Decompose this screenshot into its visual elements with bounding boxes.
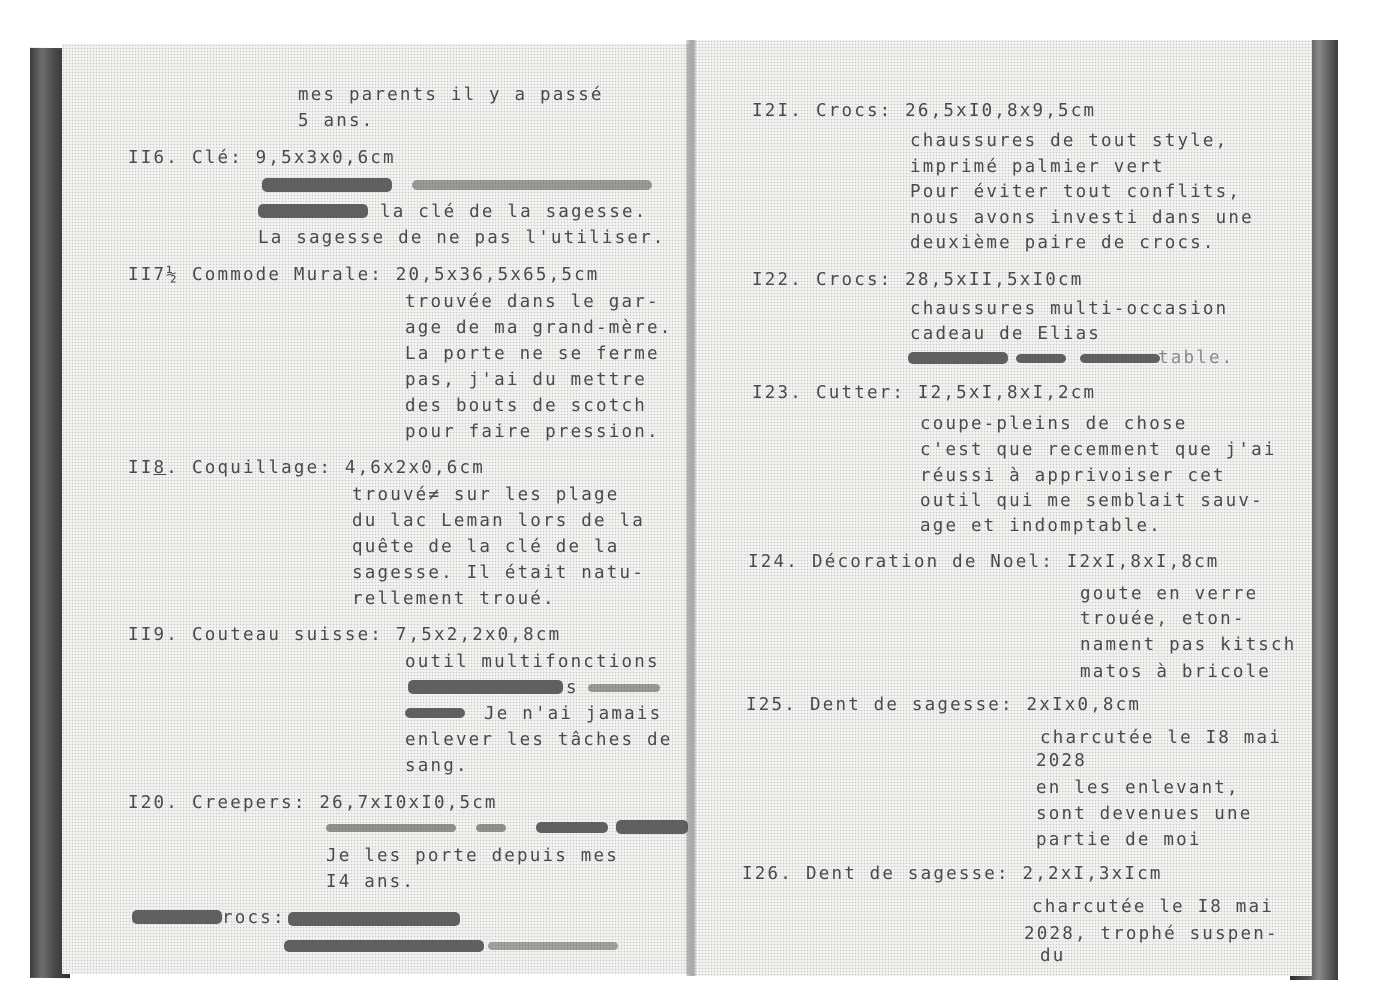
item-desc-line: enlever les tâches de	[405, 730, 673, 750]
item-number: I24.	[748, 552, 799, 572]
item-number: I20.	[128, 793, 179, 813]
item-title: Crocs: 28,5xII,5xI0cm	[816, 270, 1084, 290]
item-number: I2I.	[752, 101, 803, 121]
item-desc-line: deuxième paire de crocs.	[910, 233, 1216, 253]
item-number: II6.	[128, 148, 179, 168]
item-title: Cutter: I2,5xI,8xI,2cm	[816, 383, 1097, 403]
item-number: I22.	[752, 270, 803, 290]
item-number: II7½	[128, 265, 179, 285]
item-desc-line: trouvée dans le gar-	[405, 292, 660, 312]
item-desc-line: matos à bricole	[1080, 662, 1272, 682]
redaction-mark	[1016, 354, 1066, 363]
redaction-mark	[326, 824, 456, 832]
item-number: I26.	[742, 864, 793, 884]
item-desc-line: La sagesse de ne pas l'utiliser.	[258, 228, 666, 248]
item-desc-line: partie de moi	[1036, 830, 1202, 850]
intro-line: 5 ans.	[298, 111, 375, 131]
item-title: Décoration de Noel: I2xI,8xI,8cm	[812, 552, 1220, 572]
redaction-mark	[262, 178, 392, 192]
item-fragment: rocs:	[222, 908, 286, 928]
redaction-mark	[908, 352, 1008, 364]
item-desc-line: 2028, trophé suspen-	[1024, 924, 1279, 944]
item-desc-line: chaussures de tout style,	[910, 131, 1229, 151]
item-title: Commode Murale: 20,5x36,5x65,5cm	[192, 265, 600, 285]
redaction-mark	[405, 708, 465, 718]
item-desc-line: en les enlevant,	[1036, 778, 1240, 798]
item-desc-line: table.	[1158, 348, 1235, 368]
item-desc-line: imprimé palmier vert	[910, 157, 1165, 177]
redaction-mark	[616, 820, 688, 834]
item-desc-line: sang.	[405, 756, 469, 776]
item-desc-line: quête de la clé de la	[352, 537, 620, 557]
redaction-mark	[258, 204, 368, 218]
redaction-mark	[132, 910, 222, 924]
item-title: Couteau suisse: 7,5x2,2x0,8cm	[192, 625, 562, 645]
item-desc-line: réussi à apprivoiser cet	[920, 466, 1226, 486]
item-desc-line: Je n'ai jamais	[484, 704, 663, 724]
item-desc-line: c'est que recemment que j'ai	[920, 440, 1277, 460]
item-desc-line: La porte ne se ferme	[405, 344, 660, 364]
item-title: Coquillage: 4,6x2x0,6cm	[192, 458, 485, 478]
redaction-mark	[536, 822, 608, 833]
item-desc-line: charcutée le I8 mai	[1032, 897, 1274, 917]
item-desc-line: du	[1040, 946, 1066, 966]
item-desc-line: outil qui me semblait sauv-	[920, 491, 1264, 511]
item-desc-line: goute en verre	[1080, 584, 1259, 604]
item-title: Dent de sagesse: 2,2xI,3xIcm	[806, 864, 1163, 884]
redaction-mark	[288, 912, 460, 926]
item-desc-line: sont devenues une	[1036, 804, 1253, 824]
item-title: Creepers: 26,7xI0xI0,5cm	[192, 793, 498, 813]
item-desc-line: la clé de la sagesse.	[380, 202, 648, 222]
item-desc-line: age et indomptable.	[920, 516, 1162, 536]
item-desc-line: Je les porte depuis mes	[326, 846, 619, 866]
item-number: II8.	[128, 458, 179, 478]
item-desc-line: charcutée le I8 mai	[1040, 728, 1282, 748]
item-desc-line: sagesse. Il était natu-	[352, 563, 645, 583]
redaction-mark	[588, 684, 660, 692]
item-number: II9.	[128, 625, 179, 645]
redaction-mark	[408, 680, 563, 694]
redaction-mark	[488, 942, 618, 950]
book-gutter	[686, 40, 696, 976]
item-desc-line: rellement troué.	[352, 589, 556, 609]
item-desc-line: cadeau de Elias	[910, 324, 1102, 344]
item-desc-line: outil multifonctions	[405, 652, 660, 672]
item-desc-line: age de ma grand-mère.	[405, 318, 673, 338]
item-desc-line: pour faire pression.	[405, 422, 660, 442]
intro-line: mes parents il y a passé	[298, 85, 604, 105]
redaction-mark	[412, 180, 652, 190]
item-title: Dent de sagesse: 2xIx0,8cm	[810, 695, 1142, 715]
item-number: I23.	[752, 383, 803, 403]
item-desc-line: pas, j'ai du mettre	[405, 370, 647, 390]
item-title: Clé: 9,5x3x0,6cm	[192, 148, 396, 168]
item-desc-line: s	[566, 678, 579, 698]
item-number: I25.	[746, 695, 797, 715]
item-desc-line: du lac Leman lors de la	[352, 511, 645, 531]
item-desc-line: chaussures multi-occasion	[910, 299, 1229, 319]
redaction-mark	[476, 824, 506, 832]
item-desc-line: trouvé≠ sur les plage	[352, 485, 620, 505]
redaction-mark	[284, 940, 484, 952]
item-desc-line: I4 ans.	[326, 872, 416, 892]
item-title: Crocs: 26,5xI0,8x9,5cm	[816, 101, 1097, 121]
item-desc-line: trouée, eton-	[1080, 609, 1246, 629]
item-desc-line: 2028	[1036, 751, 1087, 771]
item-desc-line: coupe-pleins de chose	[920, 414, 1188, 434]
redaction-mark	[1080, 354, 1160, 363]
item-desc-line: nament pas kitsch	[1080, 635, 1297, 655]
item-desc-line: nous avons investi dans une	[910, 208, 1254, 228]
item-desc-line: des bouts de scotch	[405, 396, 647, 416]
item-desc-line: Pour éviter tout conflits,	[910, 182, 1242, 202]
